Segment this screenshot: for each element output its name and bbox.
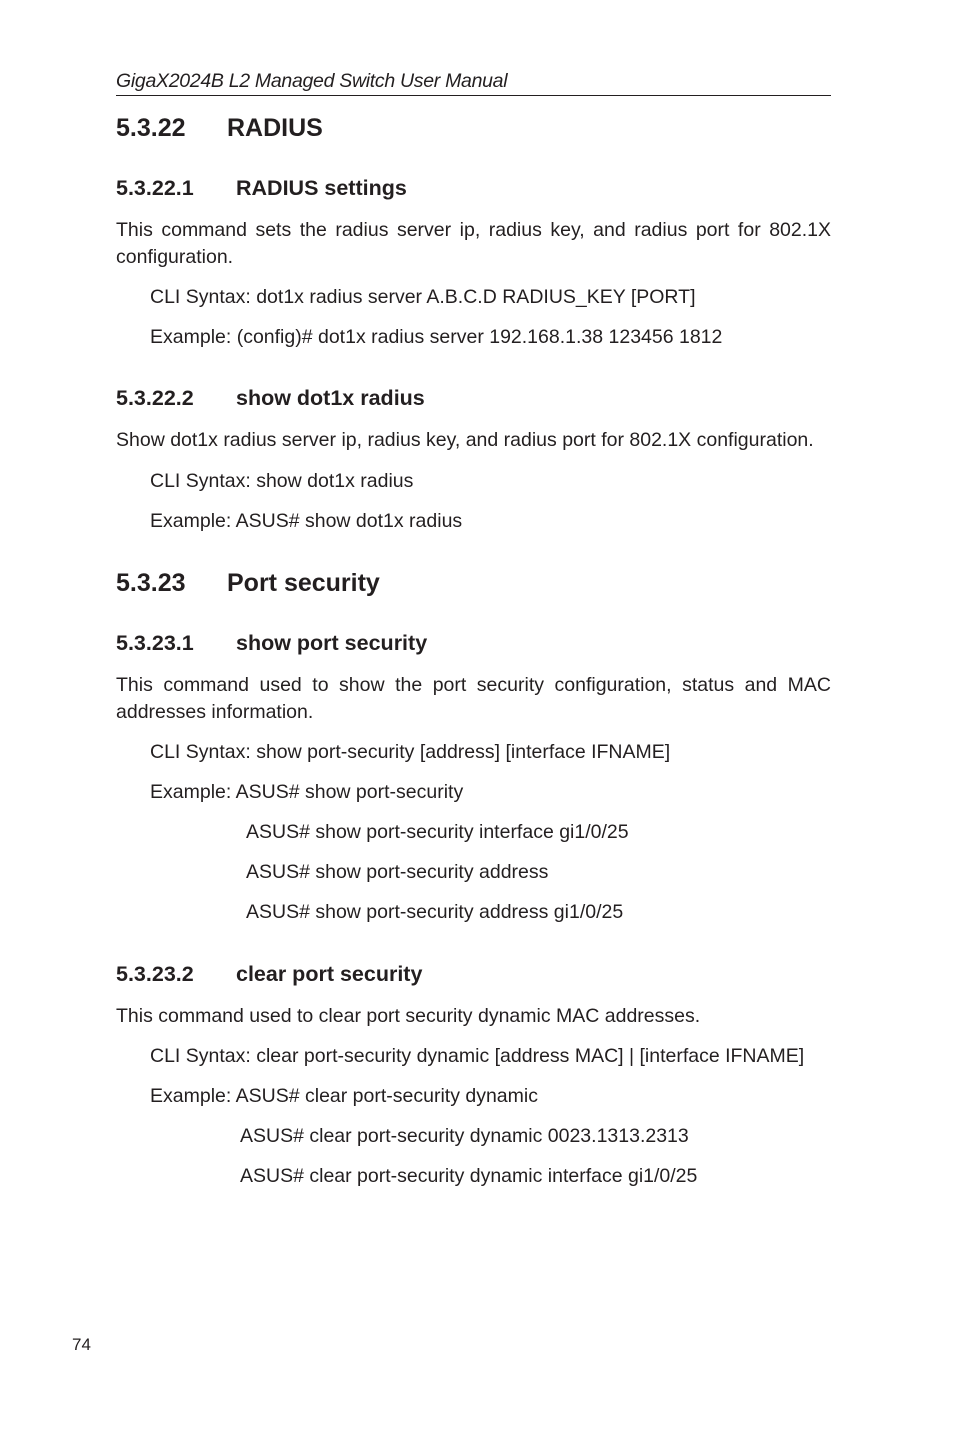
subsection-heading-clear-port-security: [116, 962, 422, 987]
subsection-title: show dot1x radius: [236, 386, 425, 410]
section-number: 5.3.23: [116, 569, 186, 597]
section-number: 5.3.22: [116, 114, 186, 142]
section-heading-port-security: [116, 569, 380, 598]
cli-syntax-clear-port-security: CLI Syntax: clear port-security dynamic [address MAC] | [interface IFNAME]: [150, 1045, 805, 1067]
page-number: 74: [72, 1335, 91, 1354]
subsection-number: 5.3.23.2: [116, 962, 194, 986]
subsection-title: clear port security: [236, 962, 423, 986]
subsection-heading-show-dot1x-radius: [116, 386, 425, 411]
subsection-number: 5.3.23.1: [116, 631, 194, 655]
example-clear-port-security: Example: ASUS# clear port-security dynamic: [150, 1085, 538, 1107]
cli-syntax-show-dot1x-radius: CLI Syntax: show dot1x radius: [150, 470, 414, 492]
example-continuation: ASUS# show port-security address gi1/0/25: [246, 901, 624, 923]
section-heading-radius: [116, 114, 323, 143]
description-clear-port-security: This command used to clear port security dynamic MAC addresses.: [116, 1005, 701, 1027]
subsection-title: RADIUS settings: [236, 176, 407, 200]
section-title: Port security: [227, 569, 380, 597]
section-title: RADIUS: [227, 114, 323, 142]
subsection-heading-radius-settings: [116, 176, 407, 201]
subsection-title: show port security: [236, 631, 428, 655]
example-continuation: ASUS# show port-security interface gi1/0/25: [246, 821, 629, 843]
description-show-port-security: This command used to show the port security configuration, status and MAC addresses information.: [116, 674, 831, 723]
example-show-port-security: Example: ASUS# show port-security: [150, 781, 464, 803]
example-radius-settings: Example: (config)# dot1x radius server 192.168.1.38 123456 1812: [150, 326, 723, 348]
example-show-dot1x-radius: Example: ASUS# show dot1x radius: [150, 510, 463, 532]
cli-syntax-radius-settings: CLI Syntax: dot1x radius server A.B.C.D RADIUS_KEY [PORT]: [150, 286, 696, 308]
example-continuation: ASUS# show port-security address: [246, 861, 549, 883]
running-head: GigaX2024B L2 Managed Switch User Manual: [116, 70, 831, 96]
description-show-dot1x-radius: Show dot1x radius server ip, radius key, and radius port for 802.1X configuration.: [116, 429, 814, 451]
example-continuation: ASUS# clear port-security dynamic interface gi1/0/25: [240, 1165, 698, 1187]
example-continuation: ASUS# clear port-security dynamic 0023.1313.2313: [240, 1125, 689, 1147]
subsection-number: 5.3.22.1: [116, 176, 194, 200]
subsection-number: 5.3.22.2: [116, 386, 194, 410]
subsection-heading-show-port-security: [116, 631, 427, 656]
cli-syntax-show-port-security: CLI Syntax: show port-security [address] [interface IFNAME]: [150, 741, 671, 763]
description-radius-settings: This command sets the radius server ip, radius key, and radius port for 802.1X configuration.: [116, 219, 831, 268]
